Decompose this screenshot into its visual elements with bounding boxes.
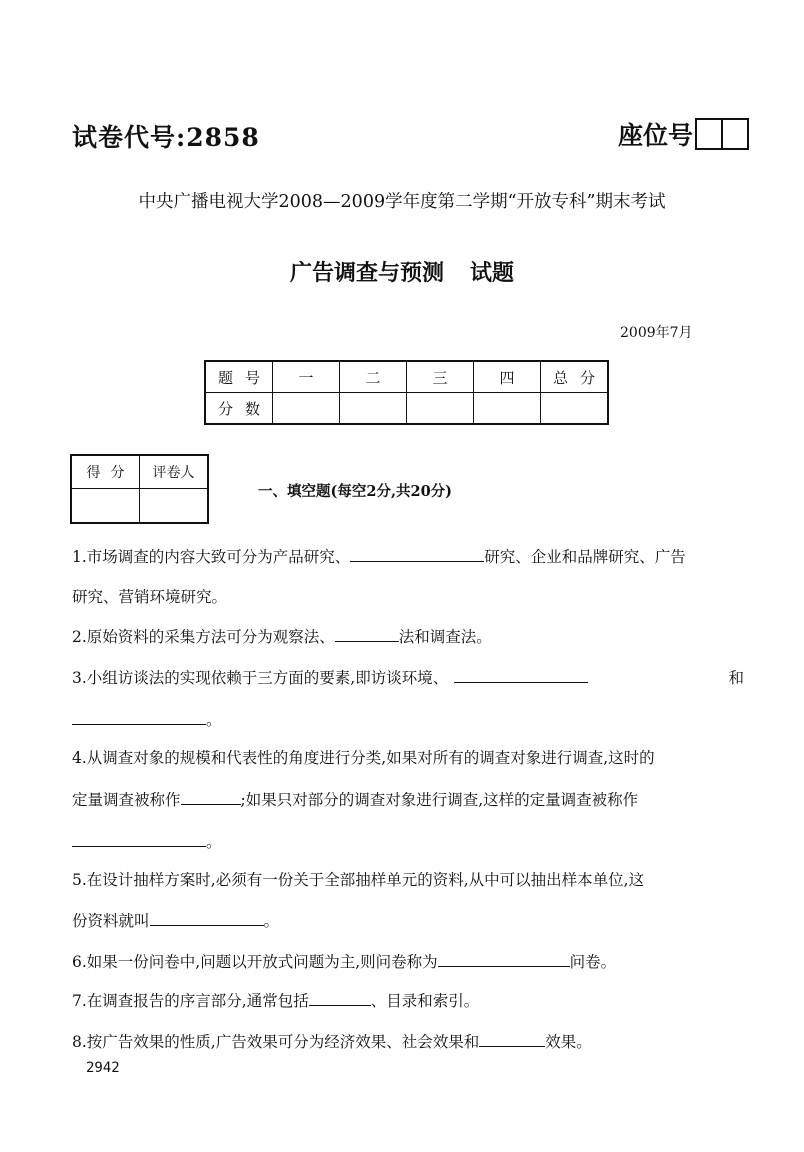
question-text: 和 xyxy=(728,669,744,687)
score-label: 得分 xyxy=(71,455,140,489)
subject-suffix: 试题 xyxy=(470,260,515,286)
answer-blank[interactable] xyxy=(438,952,570,967)
question-3 xyxy=(72,668,744,688)
question-text: 问卷。 xyxy=(569,953,617,971)
question-text: 4.从调查对象的规模和代表性的角度进行分类,如果对所有的调查对象进行调查,这时的 xyxy=(72,749,655,767)
question-text: ;如果只对部分的调查对象进行调查,这样的定量调查被称作 xyxy=(240,791,639,809)
answer-blank[interactable] xyxy=(72,832,206,847)
subject-title xyxy=(0,256,804,287)
column-header: 一 xyxy=(273,361,340,393)
question-text: 5.在设计抽样方案时,必须有一份关于全部抽样单元的资料,从中可以抽出样本单位,这 xyxy=(72,871,645,889)
score-cell xyxy=(273,393,340,425)
seat-box xyxy=(723,118,749,150)
grader-table-value-row xyxy=(71,489,208,524)
subject-name: 广告调查与预测 xyxy=(289,260,444,286)
question-7 xyxy=(72,991,744,1011)
seat-number-label: 座位号 xyxy=(618,121,694,150)
grader-cell xyxy=(140,489,209,524)
question-text: 定量调查被称作 xyxy=(72,791,181,809)
answer-blank[interactable] xyxy=(350,547,484,562)
column-header: 四 xyxy=(474,361,541,393)
question-1-continued xyxy=(72,587,744,607)
score-cell xyxy=(407,393,474,425)
answer-blank[interactable] xyxy=(72,710,206,725)
question-5-line-2 xyxy=(72,911,744,931)
grader-table-header-row xyxy=(71,455,208,489)
column-header: 三 xyxy=(407,361,474,393)
exam-code: 试卷代号:2858 xyxy=(72,123,260,152)
question-text: 3.小组访谈法的实现依赖于三方面的要素,即访谈环境、 xyxy=(72,669,449,687)
question-text: 7.在调查报告的序言部分,通常包括 xyxy=(72,992,309,1010)
score-label: 分数 xyxy=(205,393,273,425)
answer-blank[interactable] xyxy=(479,1032,545,1047)
seat-number-boxes xyxy=(695,118,749,150)
total-score-label: 总分 xyxy=(541,361,609,393)
exam-name: 中央广播电视大学2008—2009学年度第二学期“开放专科”期末考试 xyxy=(138,192,666,212)
seat-box xyxy=(695,118,723,150)
section-title: 一、填空题(每空2分,共20分) xyxy=(258,483,453,500)
question-text: 1.市场调查的内容大致可分为产品研究、 xyxy=(72,548,351,566)
grader-table xyxy=(70,454,209,524)
page-number: 2942 xyxy=(86,1060,120,1076)
score-cell xyxy=(541,393,609,425)
score-cell xyxy=(71,489,140,524)
question-text: 2.原始资料的采集方法可分为观察法、 xyxy=(72,628,335,646)
score-table-header-row xyxy=(205,361,608,393)
seat-number xyxy=(618,116,749,152)
question-text: 、目录和索引。 xyxy=(370,992,480,1010)
answer-blank[interactable] xyxy=(309,991,371,1006)
exam-date: 2009年7月 xyxy=(620,325,693,341)
question-text: 研究、企业和品牌研究、广告 xyxy=(484,548,686,566)
answer-blank[interactable] xyxy=(150,911,264,926)
score-table-score-row xyxy=(205,393,608,425)
question-2 xyxy=(72,627,744,647)
question-5 xyxy=(72,870,744,890)
question-text: 法和调查法。 xyxy=(398,628,492,646)
question-text: 。 xyxy=(206,711,222,729)
question-text: 。 xyxy=(263,912,280,930)
score-table xyxy=(204,360,609,425)
question-1 xyxy=(72,547,744,567)
question-text: 研究、营销环境研究。 xyxy=(72,588,228,606)
question-4-line-3 xyxy=(72,832,744,852)
column-header: 二 xyxy=(340,361,407,393)
question-text: 。 xyxy=(206,833,222,851)
answer-blank[interactable] xyxy=(181,790,241,805)
question-text: 8.按广告效果的性质,广告效果可分为经济效果、社会效果和 xyxy=(72,1033,480,1051)
question-8 xyxy=(72,1032,744,1052)
answer-blank[interactable] xyxy=(454,668,588,683)
score-cell xyxy=(474,393,541,425)
question-text: 份资料就叫 xyxy=(72,912,150,930)
question-4-line-2 xyxy=(72,790,744,810)
score-cell xyxy=(340,393,407,425)
question-text: 效果。 xyxy=(545,1033,592,1051)
question-number-label: 题号 xyxy=(205,361,273,393)
question-6 xyxy=(72,952,744,972)
grader-label: 评卷人 xyxy=(140,455,209,489)
answer-blank[interactable] xyxy=(335,627,399,642)
question-text: 6.如果一份问卷中,问题以开放式问题为主,则问卷称为 xyxy=(72,953,438,971)
question-3-continued xyxy=(72,710,744,730)
question-4 xyxy=(72,748,744,768)
